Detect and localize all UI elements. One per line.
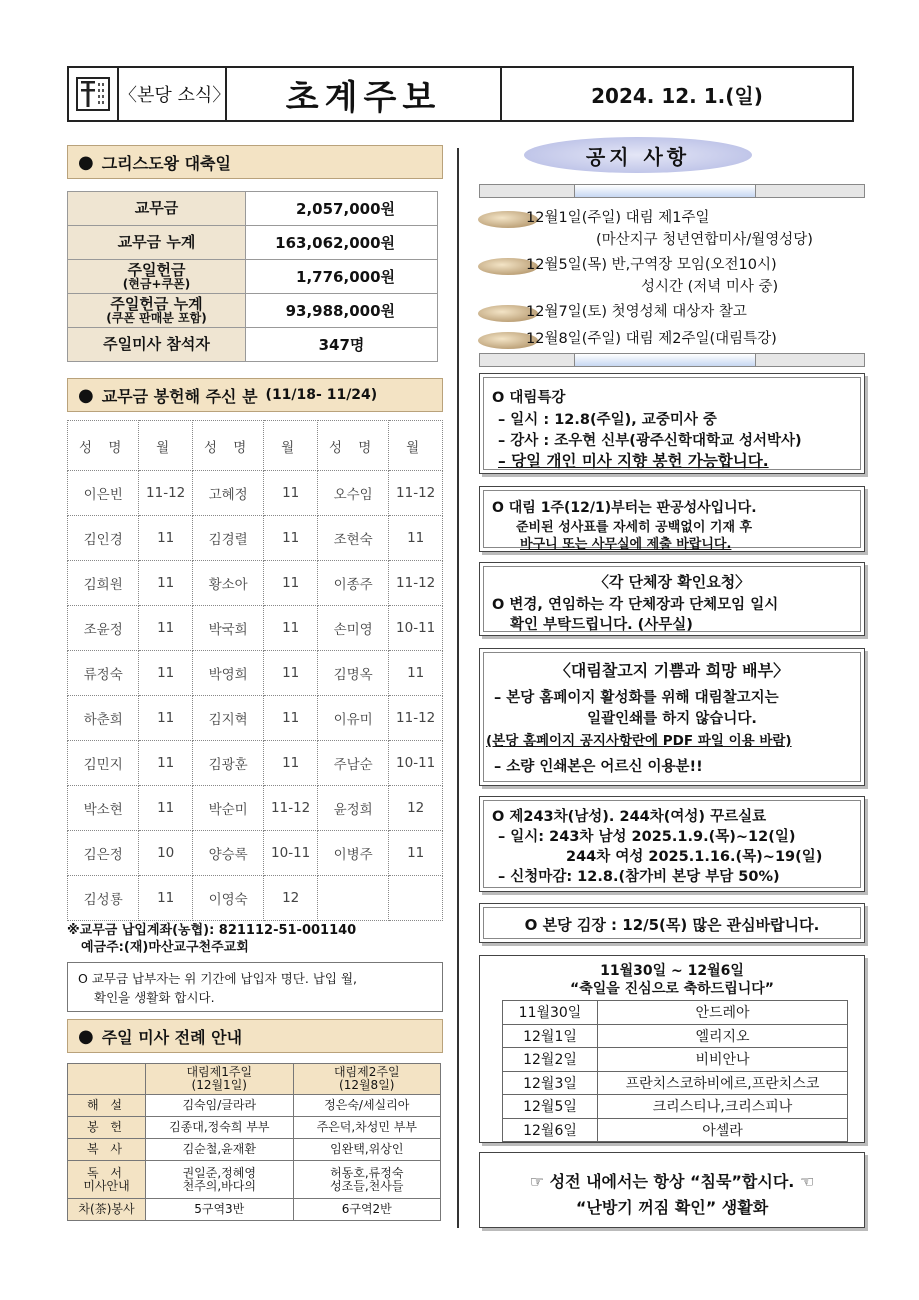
group-leaders-notice: 〈각 단체장 확인요청〉 O 변경, 연임하는 각 단체장과 단체모임 일시 확인 부탁드립니다. (사무실)	[479, 562, 865, 636]
advent-bulletin-notice: 〈대림찰고지 기쁨과 희망 배부〉 – 본당 홈페이지 활성화를 위해 대림찰고지는 일괄인쇄를 하지 않습니다. (본당 홈페이지 공지사항란에 PDF 파일 이용 바람) – 소량 인쇄본은 어르신 이용분!!	[479, 648, 865, 786]
table-row: 차(茶)봉사 5구역3반 6구역2반	[68, 1199, 441, 1221]
table-row	[68, 516, 443, 561]
donor-name: 이종주	[317, 561, 388, 606]
donor-name: 고혜정	[192, 471, 263, 516]
donor-month: 11	[264, 651, 318, 696]
table-row	[503, 1118, 848, 1142]
donor-month: 11-12	[389, 561, 443, 606]
donor-month: 11	[139, 786, 193, 831]
donor-name: 박영희	[192, 651, 263, 696]
table-row	[68, 651, 443, 696]
donor-month: 10-11	[389, 741, 443, 786]
donor-name: 김광훈	[192, 741, 263, 786]
donor-month: 12	[389, 786, 443, 831]
donor-month: 11	[389, 516, 443, 561]
donor-month: 10-11	[389, 606, 443, 651]
donor-month: 12	[264, 876, 318, 921]
finance-value: 93,988,000원	[246, 294, 438, 328]
table-row	[503, 1048, 848, 1072]
donor-name: 양승록	[192, 831, 263, 876]
decor-bar	[479, 353, 865, 367]
donor-month: 11	[389, 651, 443, 696]
donor-month: 11	[139, 606, 193, 651]
donor-month: 11	[264, 741, 318, 786]
table-row	[68, 328, 438, 362]
cursillo-notice: O 제243차(남성). 244차(여성) 꾸르실료 – 일시: 243차 남성 2025.1.9.(목)~12(일) 244차 여성 2025.1.16.(목)~19(일) – 신청마감: 12.8.(참가비 본당 부담 50%)	[479, 796, 865, 892]
finance-table	[67, 191, 438, 362]
donor-month: 11-12	[389, 696, 443, 741]
donor-name: 조윤정	[68, 606, 139, 651]
feast-names: 엘리지오	[598, 1024, 848, 1048]
feast-names: 프란치스코하비에르,프란치스코	[598, 1071, 848, 1095]
table-row	[68, 741, 443, 786]
donor-name	[317, 876, 388, 921]
column-header: 성 명	[192, 421, 263, 471]
table-row	[68, 561, 443, 606]
feast-names: 아셀라	[598, 1118, 848, 1142]
table-row: 독 서 미사안내 권일준,정혜영 천주의,바다의 허동호,류정숙 성조들,천사들	[68, 1161, 441, 1199]
column-header: 대림제2주일 (12월8일)	[293, 1064, 441, 1095]
column-header: 월	[139, 421, 193, 471]
donor-name: 류정숙	[68, 651, 139, 696]
feast-date: 12월6일	[503, 1118, 598, 1142]
table-row: 봉 헌 김종대,정숙희 부부 주은덕,차성민 부부	[68, 1117, 441, 1139]
notice-title: 공지 사항	[524, 137, 752, 173]
payment-note: O 교무금 납부자는 위 기간에 납입자 명단. 납입 월, 확인을 생활화 합시다.	[67, 962, 443, 1012]
donor-month: 11	[139, 741, 193, 786]
feast-date: 12월5일	[503, 1095, 598, 1119]
finance-value: 347명	[246, 328, 438, 362]
donor-name: 이영숙	[192, 876, 263, 921]
donor-name: 하춘희	[68, 696, 139, 741]
feast-date: 12월1일	[503, 1024, 598, 1048]
mass-roster-table	[67, 1063, 441, 1221]
donor-month: 11	[139, 651, 193, 696]
table-row	[68, 226, 438, 260]
donor-name: 김희원	[68, 561, 139, 606]
feast-names: 비비안나	[598, 1048, 848, 1072]
donor-name: 김명옥	[317, 651, 388, 696]
donor-name: 윤정희	[317, 786, 388, 831]
feast-days-box: 11월30일 ~ 12월6일 “축일을 진심으로 축하드립니다” 11월30일 안드레아 12월1일 엘리지오 12월2일 비비안나 12월3일 프란치스코하비에르,프란치스코 12월5일 크리스티나,크리스피나 12월6일 아셀라	[479, 955, 865, 1143]
decor-bar	[479, 184, 865, 198]
table-row	[68, 831, 443, 876]
feast-table	[502, 1000, 848, 1142]
donor-month	[389, 876, 443, 921]
donor-name: 박소현	[68, 786, 139, 831]
silence-notice: ☞ 성전 내에서는 항상 “침묵”합시다. ☜ “난방기 꺼짐 확인” 생활화	[479, 1152, 865, 1228]
donor-month: 11	[139, 696, 193, 741]
kimchi-notice: O 본당 김장 : 12/5(목) 많은 관심바랍니다.	[479, 903, 865, 943]
table-row	[503, 1001, 848, 1025]
donor-month: 10-11	[264, 831, 318, 876]
finance-label: 주일헌금 누계 (쿠폰 판매분 포함)	[68, 294, 246, 328]
donor-month: 10	[139, 831, 193, 876]
table-row	[503, 1071, 848, 1095]
column-header: 성 명	[68, 421, 139, 471]
donors-heading: ● 교무금 봉헌해 주신 분 (11/18- 11/24)	[67, 378, 443, 412]
donor-name: 손미영	[317, 606, 388, 651]
finance-value: 1,776,000원	[246, 260, 438, 294]
bulletin-header	[67, 66, 854, 122]
table-row: 복 사 김순철,윤재환 임완택,위상인	[68, 1139, 441, 1161]
donor-name: 김민지	[68, 741, 139, 786]
donor-name: 이은빈	[68, 471, 139, 516]
account-info: ※교무금 납입계좌(농협): 821112-51-001140 예금주:(재)마산교구천주교회	[67, 923, 357, 955]
column-header: 월	[389, 421, 443, 471]
finance-label: 교무금 누계	[68, 226, 246, 260]
feast-names: 안드레아	[598, 1001, 848, 1025]
donor-month: 11	[139, 561, 193, 606]
table-row	[68, 471, 443, 516]
donor-name: 조현숙	[317, 516, 388, 561]
donor-name: 김인경	[68, 516, 139, 561]
table-row	[68, 606, 443, 651]
donor-name: 김은정	[68, 831, 139, 876]
finance-label: 주일미사 참석자	[68, 328, 246, 362]
bulletin-title: 초계주보	[227, 68, 502, 120]
donor-name: 이병주	[317, 831, 388, 876]
feast-date: 12월2일	[503, 1048, 598, 1072]
donor-name: 박순미	[192, 786, 263, 831]
donor-name: 김지혁	[192, 696, 263, 741]
table-row	[68, 294, 438, 328]
donor-month: 11	[264, 696, 318, 741]
bullet-icon: ●	[78, 151, 94, 173]
column-header: 성 명	[317, 421, 388, 471]
donor-month: 11	[389, 831, 443, 876]
bulletin-date: 2024. 12. 1.(일)	[591, 83, 763, 108]
table-header-row	[68, 421, 443, 471]
donor-month: 11-12	[389, 471, 443, 516]
donor-name: 김성룡	[68, 876, 139, 921]
donor-month: 11	[139, 516, 193, 561]
column-header: 대림제1주일 (12월1일)	[146, 1064, 294, 1095]
feast-names: 크리스티나,크리스피나	[598, 1095, 848, 1119]
donor-name: 이유미	[317, 696, 388, 741]
table-row	[503, 1024, 848, 1048]
bullet-icon: ●	[78, 1025, 94, 1047]
section-label: 〈본당 소식〉	[119, 68, 227, 120]
table-row	[68, 192, 438, 226]
donor-month: 11	[264, 561, 318, 606]
table-row	[68, 696, 443, 741]
donor-month: 11	[264, 516, 318, 561]
column-divider	[457, 148, 459, 1228]
circle-bullet-icon: O	[78, 971, 92, 986]
feast-date: 11월30일	[503, 1001, 598, 1025]
finance-label: 주일헌금 (현금+쿠폰)	[68, 260, 246, 294]
table-row	[503, 1095, 848, 1119]
donor-month: 11-12	[139, 471, 193, 516]
mass-heading: ● 주일 미사 전례 안내	[67, 1019, 443, 1053]
table-header-row	[68, 1064, 441, 1095]
column-header: 월	[264, 421, 318, 471]
table-row: 해 설 김숙임/글라라 정은숙/세실리아	[68, 1095, 441, 1117]
donor-month: 11-12	[264, 786, 318, 831]
finance-heading: ● 그리스도왕 대축일	[67, 145, 443, 179]
table-row	[68, 786, 443, 831]
donor-name: 황소아	[192, 561, 263, 606]
donor-name: 주남순	[317, 741, 388, 786]
donors-table	[67, 420, 443, 921]
confession-notice: O 대림 1주(12/1)부터는 판공성사입니다. 준비된 성사표를 자세히 공백없이 기재 후 바구니 또는 사무실에 제출 바랍니다.	[479, 486, 865, 552]
donor-month: 11	[264, 471, 318, 516]
donor-name: 오수임	[317, 471, 388, 516]
finance-value: 2,057,000원	[246, 192, 438, 226]
donor-month: 11	[139, 876, 193, 921]
donor-name: 박국희	[192, 606, 263, 651]
advent-lecture-notice: O 대림특강 – 일시 : 12.8(주일), 교중미사 중 – 강사 : 조우현 신부(광주신학대학교 성서박사) – 당일 개인 미사 지향 봉헌 가능합니다.	[479, 373, 865, 474]
table-row	[68, 876, 443, 921]
donor-month: 11	[264, 606, 318, 651]
parish-logo-icon	[69, 68, 119, 120]
finance-label: 교무금	[68, 192, 246, 226]
finance-value: 163,062,000원	[246, 226, 438, 260]
bullet-icon: ●	[78, 384, 94, 406]
donor-name: 김경렬	[192, 516, 263, 561]
feast-date: 12월3일	[503, 1071, 598, 1095]
table-row	[68, 260, 438, 294]
